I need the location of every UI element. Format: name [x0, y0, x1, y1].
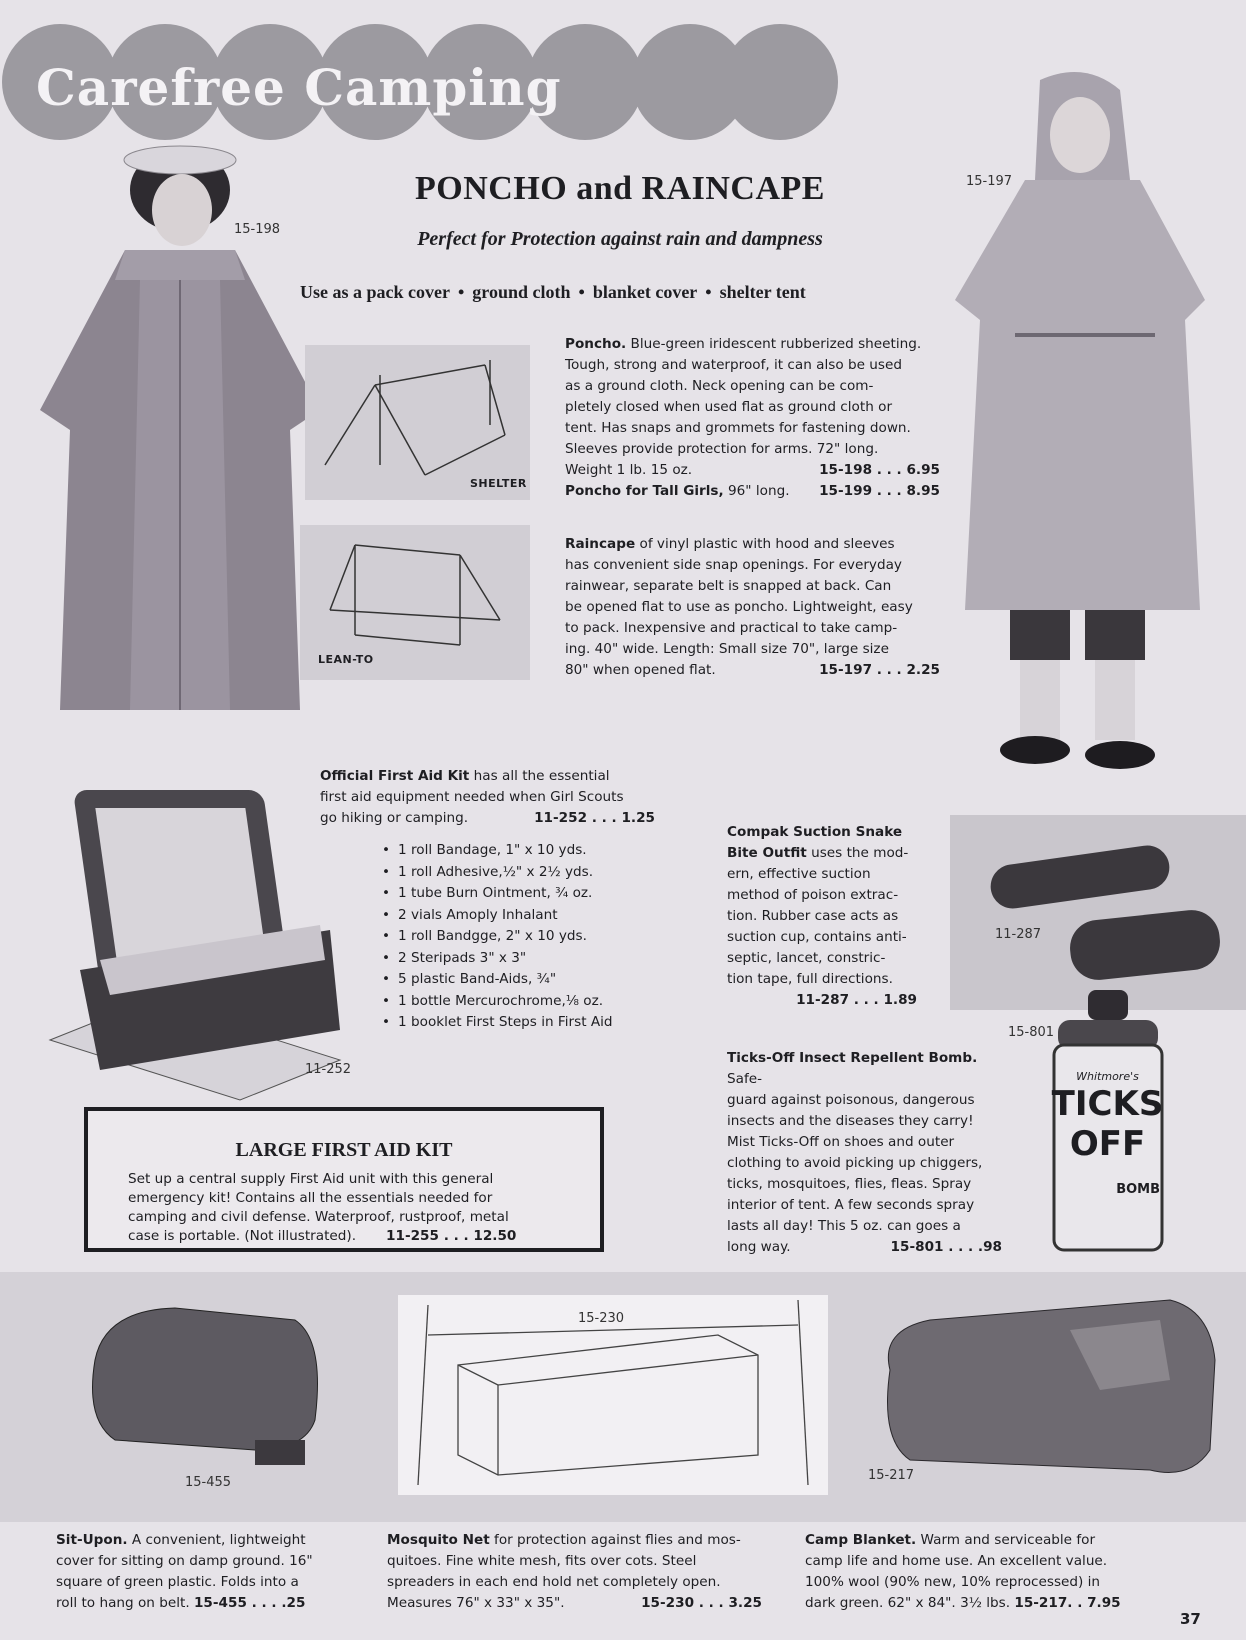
text-line: long way.	[727, 1239, 791, 1255]
text-line: interior of tent. A few seconds spray	[727, 1197, 975, 1213]
can-label: Whitmore's	[1076, 1070, 1139, 1083]
diagram-label: LEAN-TO	[318, 653, 374, 666]
list-item: • 1 roll Bandgge, 2" x 10 yds.	[382, 926, 613, 948]
product-name: Raincape	[565, 536, 636, 552]
list-item: • 2 Steripads 3" x 3"	[382, 948, 613, 970]
list-item: • 1 bottle Mercurochrome,⅛ oz.	[382, 991, 613, 1013]
first-aid-kit-photo	[40, 770, 350, 1110]
text-line: ticks, mosquitoes, flies, fleas. Spray	[727, 1176, 972, 1192]
price: 15-230 . . . 3.25	[641, 1595, 762, 1611]
can-label: BOMB	[1116, 1182, 1160, 1197]
text-line: method of poison extrac-	[727, 887, 899, 903]
repellent-can	[1050, 990, 1165, 1255]
use-item: shelter tent	[719, 282, 806, 302]
use-item: Use as a pack cover	[300, 282, 450, 302]
text-line: suction cup, contains anti-	[727, 929, 907, 945]
text-line: emergency kit! Contains all the essentials needed for	[128, 1190, 493, 1206]
text-line: Tough, strong and waterproof, it can also be used	[565, 357, 903, 373]
price: 15-199 . . . 8.95	[819, 483, 940, 499]
text-line: guard against poisonous, dangerous	[727, 1092, 975, 1108]
repellent-description	[727, 1048, 1002, 1258]
price: 15-198 . . . 6.95	[819, 462, 940, 478]
page-number: 37	[1180, 1610, 1201, 1628]
diagram-label: SHELTER	[470, 477, 527, 490]
text-line: for protection against flies and mos-	[494, 1532, 741, 1548]
text-line: Measures 76" x 33" x 35".	[387, 1595, 565, 1611]
snake-kit-description	[727, 822, 917, 1011]
leanto-diagram	[300, 525, 530, 680]
use-item: blanket cover	[592, 282, 698, 302]
text-line: 100% wool (90% new, 10% reprocessed) in	[805, 1574, 1101, 1590]
list-item: • 1 roll Adhesive,½" x 2½ yds.	[382, 862, 613, 884]
text-line: clothing to avoid picking up chiggers,	[727, 1155, 983, 1171]
text-line: case is portable. (Not illustrated).	[128, 1228, 357, 1244]
text-line: tent. Has snaps and grommets for fastening down.	[565, 420, 911, 436]
text-line: Mist Ticks-Off on shoes and outer	[727, 1134, 955, 1150]
text-line: roll to hang on belt.	[56, 1595, 190, 1611]
text-line: first aid equipment needed when Girl Scouts	[320, 789, 624, 805]
product-name: Poncho for Tall Girls,	[565, 483, 724, 499]
product-name: Bite Outfit	[727, 845, 807, 861]
text-line: be opened flat to use as poncho. Lightweight, easy	[565, 599, 913, 615]
catalog-number: 15-801	[1008, 1025, 1055, 1040]
price: 11-252 . . . 1.25	[534, 810, 655, 826]
text-line: as a ground cloth. Neck opening can be com-	[565, 378, 874, 394]
shelter-diagram	[305, 345, 530, 500]
text-line: rainwear, separate belt is snapped at back. Can	[565, 578, 892, 594]
mosquito-net-photo	[398, 1295, 828, 1495]
text-line: quitoes. Fine white mesh, fits over cots. Steel	[387, 1553, 697, 1569]
snake-kit-drawing	[950, 815, 1246, 1010]
text-line: camping and civil defense. Waterproof, rustproof, metal	[128, 1209, 509, 1225]
poncho-description	[565, 334, 940, 502]
text-line: A convenient, lightweight	[131, 1532, 306, 1548]
catalog-number: 15-198	[234, 222, 281, 237]
list-item: • 5 plastic Band-Aids, ¾"	[382, 969, 613, 991]
product-name: Camp Blanket.	[805, 1532, 917, 1548]
text-line: uses the mod-	[811, 845, 909, 861]
product-name: Mosquito Net	[387, 1532, 490, 1548]
text-line: has all the essential	[473, 768, 610, 784]
sit-upon-description	[56, 1530, 346, 1614]
text-line: ing. 40" wide. Length: Small size 70", large size	[565, 641, 889, 657]
text-line: lasts all day! This 5 oz. can goes a	[727, 1218, 961, 1234]
camp-blanket-photo	[870, 1290, 1220, 1490]
text-line: septic, lancet, constric-	[727, 950, 886, 966]
mosquito-net-description	[387, 1530, 762, 1614]
catalog-number: 11-252	[305, 1062, 352, 1077]
can-label: OFF	[1069, 1124, 1146, 1164]
use-item: ground cloth	[472, 282, 571, 302]
text-line: of vinyl plastic with hood and sleeves	[639, 536, 895, 552]
product-name: Official First Aid Kit	[320, 768, 470, 784]
text-line: Weight 1 lb. 15 oz.	[565, 462, 693, 478]
raincape-description	[565, 534, 940, 681]
text-line: 80" when opened flat.	[565, 662, 716, 678]
kit-contents-list	[382, 840, 613, 1034]
text-line: ern, effective suction	[727, 866, 871, 882]
page-title: PONCHO and RAINCAPE	[415, 170, 825, 207]
catalog-number: 15-230	[578, 1311, 625, 1326]
list-item: • 1 tube Burn Ointment, ¾ oz.	[382, 883, 613, 905]
text-line: tion. Rubber case acts as	[727, 908, 899, 924]
text-line: dark green. 62" x 84". 3½ lbs.	[805, 1595, 1011, 1611]
list-item: • 1 roll Bandage, 1" x 10 yds.	[382, 840, 613, 862]
snake-kit-photo	[950, 815, 1246, 1010]
text-line: 96" long.	[728, 483, 790, 499]
text-line: Safe-	[727, 1071, 763, 1087]
box-title: LARGE FIRST AID KIT	[235, 1139, 453, 1161]
product-name: Sit-Upon.	[56, 1532, 128, 1548]
catalog-number: 15-197	[966, 174, 1013, 189]
price: 15-197 . . . 2.25	[819, 662, 940, 678]
text-line: Warm and serviceable for	[920, 1532, 1096, 1548]
text-line: camp life and home use. An excellent value.	[805, 1553, 1108, 1569]
text-line: has convenient side snap openings. For everyday	[565, 557, 902, 573]
first-aid-description	[320, 766, 655, 829]
price: 15-217. . 7.95	[1014, 1595, 1121, 1611]
price: 15-455 . . . .25	[193, 1595, 306, 1611]
text-line: Blue-green iridescent rubberized sheeting.	[630, 336, 922, 352]
blanket-description	[805, 1530, 1145, 1614]
text-line: cover for sitting on damp ground. 16"	[56, 1553, 313, 1569]
banner-title: Carefree Camping	[36, 58, 562, 117]
catalog-number: 15-217	[868, 1468, 915, 1483]
text-line: square of green plastic. Folds into a	[56, 1574, 299, 1590]
catalog-number: 11-287	[995, 927, 1042, 942]
product-name: Poncho.	[565, 336, 627, 352]
product-name: Ticks-Off Insect Repellent Bomb.	[727, 1050, 978, 1066]
subheading: Perfect for Protection against rain and dampness	[417, 228, 823, 250]
text-line: to pack. Inexpensive and practical to take camp-	[565, 620, 898, 636]
large-kit-box	[84, 1107, 604, 1252]
price: 15-801 . . . .98	[890, 1239, 1002, 1255]
price: 11-255 . . . 12.50	[386, 1228, 517, 1244]
text-line: tion tape, full directions.	[727, 971, 893, 987]
text-line: spreaders in each end hold net completely open.	[387, 1574, 721, 1590]
sit-upon-photo	[75, 1300, 355, 1480]
price: 11-287 . . . 1.89	[796, 992, 917, 1008]
text-line: Sleeves provide protection for arms. 72" long.	[565, 441, 879, 457]
can-label: TICKS	[1051, 1084, 1164, 1124]
list-item: • 1 booklet First Steps in First Aid	[382, 1012, 613, 1034]
product-name: Compak Suction Snake	[727, 824, 903, 840]
list-item: • 2 vials Amoply Inhalant	[382, 905, 613, 927]
catalog-number: 15-455	[185, 1475, 232, 1490]
text-line: pletely closed when used flat as ground cloth or	[565, 399, 893, 415]
text-line: go hiking or camping.	[320, 810, 469, 826]
raincape-photo	[955, 70, 1220, 795]
text-line: Set up a central supply First Aid unit with this general	[128, 1171, 494, 1187]
text-line: insects and the diseases they carry!	[727, 1113, 974, 1129]
poncho-photo	[30, 130, 330, 730]
uses-line: Use as a pack cover • ground cloth • blanket cover • shelter tent	[300, 282, 806, 302]
